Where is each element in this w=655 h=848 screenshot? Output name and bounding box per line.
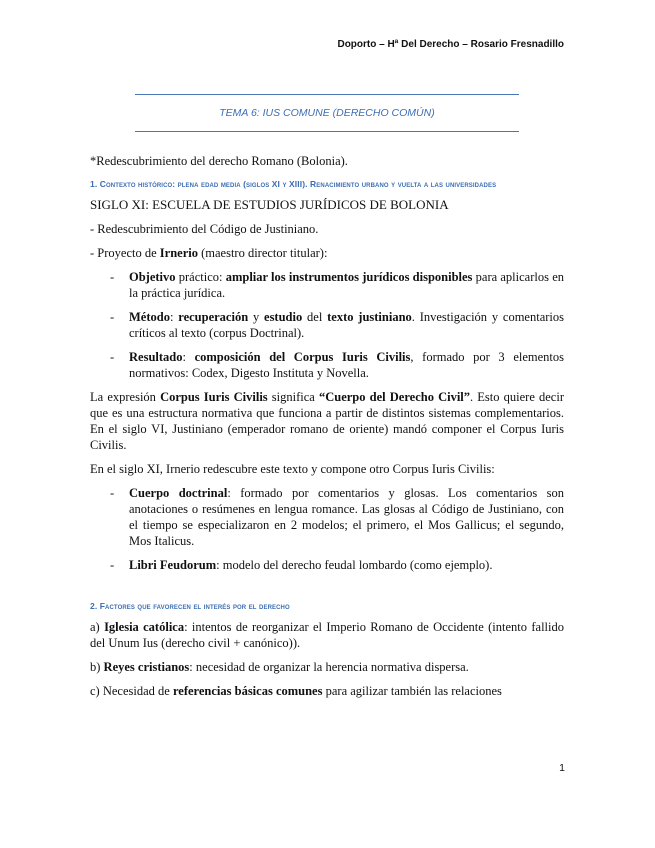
paragraph: La expresión Corpus Iuris Civilis significa “Cuerpo del Derecho Civil”. Esto quiere decir que es una estructura normativa que funciona a partir de distintos sistemas complementarios. En el siglo VI, Justiniano (emperador romano de oriente) mandó componer el Corpus Iuris Civilis. (90, 390, 564, 452)
title-rule-top (135, 94, 519, 95)
running-header: Doporto – Hª Del Derecho – Rosario Fresnadillo (337, 39, 564, 50)
list-item: - Libri Feudorum: modelo del derecho feudal lombardo (como ejemplo). (110, 558, 493, 572)
intro-line: *Redescubrimiento del derecho Romano (Bolonia). (90, 154, 348, 168)
section-heading-2: 2. Factores que favorecen el interés por el derecho (90, 601, 290, 611)
document-body (90, 153, 564, 707)
paragraph: En el siglo XI, Irnerio redescubre este texto y compone otro Corpus Iuris Civilis: (90, 462, 495, 476)
list-item: - Cuerpo doctrinal: formado por comentarios y glosas. Los comentarios son anotaciones o resúmenes en lengua romance. Las glosas al Código de Justiniano, con el tiempo se especializaron en 2 modelos; el primero, el Mos Gallicus; el segundo, Mos Italicus. (110, 486, 565, 548)
factor-item: b) Reyes cristianos: necesidad de organizar la herencia normativa dispersa. (90, 660, 469, 674)
factor-item: c) Necesidad de referencias básicas comunes para agilizar también las relaciones (90, 684, 502, 698)
corpus-list (90, 485, 564, 573)
title-rule-bottom (135, 131, 519, 132)
list-item: - Objetivo práctico: ampliar los instrumentos jurídicos disponibles para aplicarlos en la práctica jurídica. (110, 270, 564, 300)
section-heading-1: 1. Contexto histórico: plena edad media (siglos XI y XIII). Renacimiento urbano y vuelta a las universidades (90, 179, 497, 189)
factor-item: a) Iglesia católica: intentos de reorganizar el Imperio Romano de Occidente (intento fallido del Unum Ius (derecho civil + canónico)). (90, 620, 564, 650)
list-item: - Resultado: composición del Corpus Iuris Civilis, formado por 3 elementos normativos: Codex, Digesto Instituta y Novella. (110, 350, 564, 380)
list-item: - Método: recuperación y estudio del texto justiniano. Investigación y comentarios críticos al texto (corpus Doctrinal). (110, 310, 564, 340)
topic-title: TEMA 6: IUS COMUNE (DERECHO COMÚN) (219, 107, 435, 119)
text-line: - Proyecto de Irnerio (maestro director titular): (90, 246, 328, 260)
siglo-heading: SIGLO XI: ESCUELA DE ESTUDIOS JURÍDICOS DE BOLONIA (90, 197, 449, 212)
page-number: 1 (559, 762, 565, 774)
text-line: - Redescubrimiento del Código de Justiniano. (90, 222, 319, 236)
project-list (90, 269, 564, 381)
